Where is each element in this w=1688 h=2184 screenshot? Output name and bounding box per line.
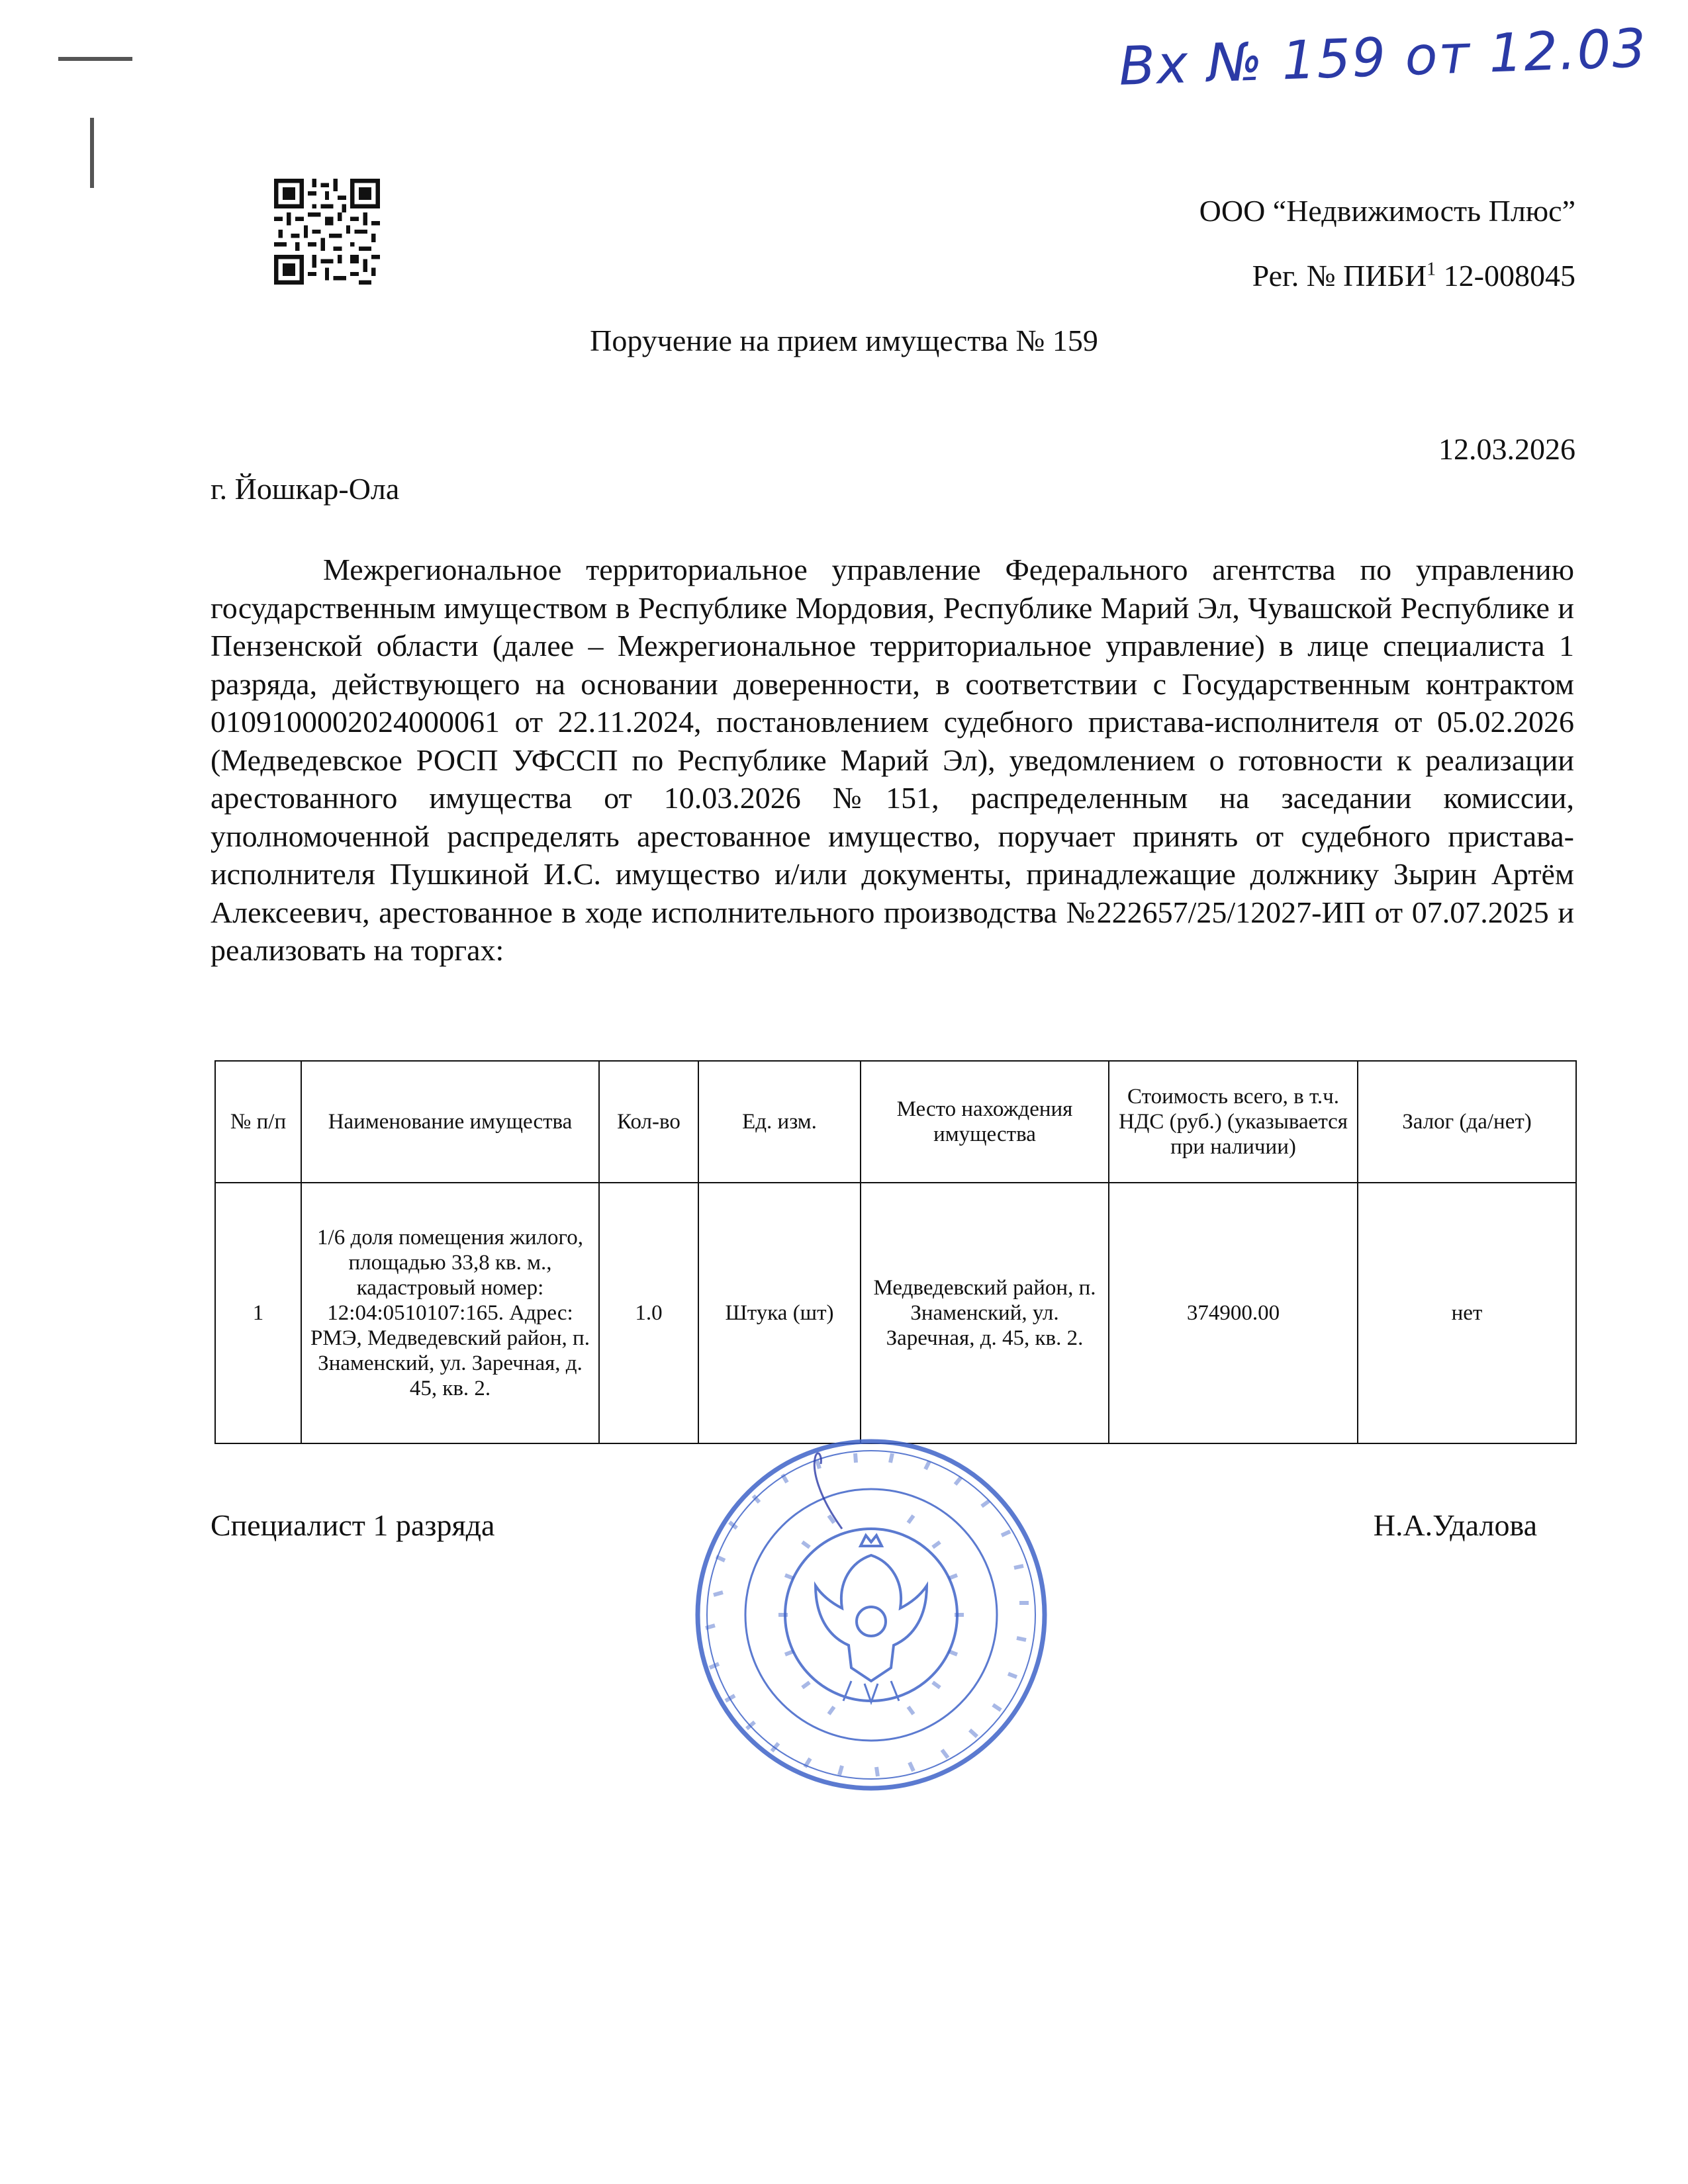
organization-name: ООО “Недвижимость Плюс”: [1199, 194, 1575, 228]
order-body-text: Межрегиональное территориальное управление Федерального агентства по управлению государственным имуществом в Республике Мордовия, Республике Марий Эл, Чувашской Республике и Пензенской области (далее – Межрегиональное территориальное управление) в лице специалиста 1 разряда, действующего на основании доверенности, в соответствии с Государственным контрактом 0109100002024000061 от 22.11.2024, постановлением судебного пристава-исполнителя от 05.02.2026 (Медведевское РОСП УФССП по Республике Марий Эл), уведомлением о готовности к реализации арестованного имущества от 10.03.2026 №151, распределенным на заседании комиссии, уполномоченной распределять арестованное имущество, поручает принять от судебного пристава-исполнителя Пушкиной И.С. имущество и/или документы, принадлежащие должнику Зырин Артём Алексеевич, арестованное в ходе исполнительного производства №222657/25/12027-ИП от 07.07.2025 и реализовать на торгах:: [211, 553, 1574, 967]
qr-code-icon: [274, 179, 380, 285]
scan-mark-horizontal: [58, 57, 132, 61]
header-name: Наименование имущества: [301, 1061, 599, 1183]
header-location: Место нахождения имущества: [861, 1061, 1109, 1183]
header-unit: Ед. изм.: [698, 1061, 861, 1183]
header-num: № п/п: [215, 1061, 301, 1183]
cell-name: 1/6 доля помещения жилого, площадью 33,8 кв. м., кадастровый номер: 12:04:0510107:165. Адрес: РМЭ, Медведевский район, п. Знаменский, ул. Заречная, д. 45, кв. 2.: [301, 1183, 599, 1443]
registration-number: 12-008045: [1436, 259, 1575, 293]
cell-qty: 1.0: [599, 1183, 698, 1443]
cell-location: Медведевский район, п. Знаменский, ул. Заречная, д. 45, кв. 2.: [861, 1183, 1109, 1443]
registration-footnote-mark: 1: [1427, 259, 1436, 280]
signer-name: Н.А.Удалова: [1373, 1508, 1537, 1542]
cell-pledge: нет: [1358, 1183, 1576, 1443]
header-cost: Стоимость всего, в т.ч. НДС (руб.) (указывается при наличии): [1109, 1061, 1358, 1183]
header-qty: Кол-во: [599, 1061, 698, 1183]
table-row: [215, 1183, 1576, 1443]
cell-cost: 374900.00: [1109, 1183, 1358, 1443]
property-table: [214, 1060, 1577, 1444]
document-city: г. Йошкар-Ола: [211, 472, 400, 506]
registration-number-line: [1252, 258, 1575, 293]
handwritten-registration-note: Вх № 159 от 12.03: [1117, 17, 1648, 97]
seal-inscription: [752, 1476, 990, 1714]
document-title: Поручение на прием имущества № 159: [590, 324, 1098, 357]
registration-prefix: Рег. № ПИБИ: [1252, 259, 1427, 293]
cell-num: 1: [215, 1183, 301, 1443]
signer-position: Специалист 1 разряда: [211, 1508, 495, 1542]
header-pledge: Залог (да/нет): [1358, 1061, 1576, 1183]
table-header-row: [215, 1061, 1576, 1183]
cell-unit: Штука (шт): [698, 1183, 861, 1443]
document-date: 12.03.2026: [1438, 432, 1575, 466]
scan-mark-vertical: [90, 118, 94, 188]
